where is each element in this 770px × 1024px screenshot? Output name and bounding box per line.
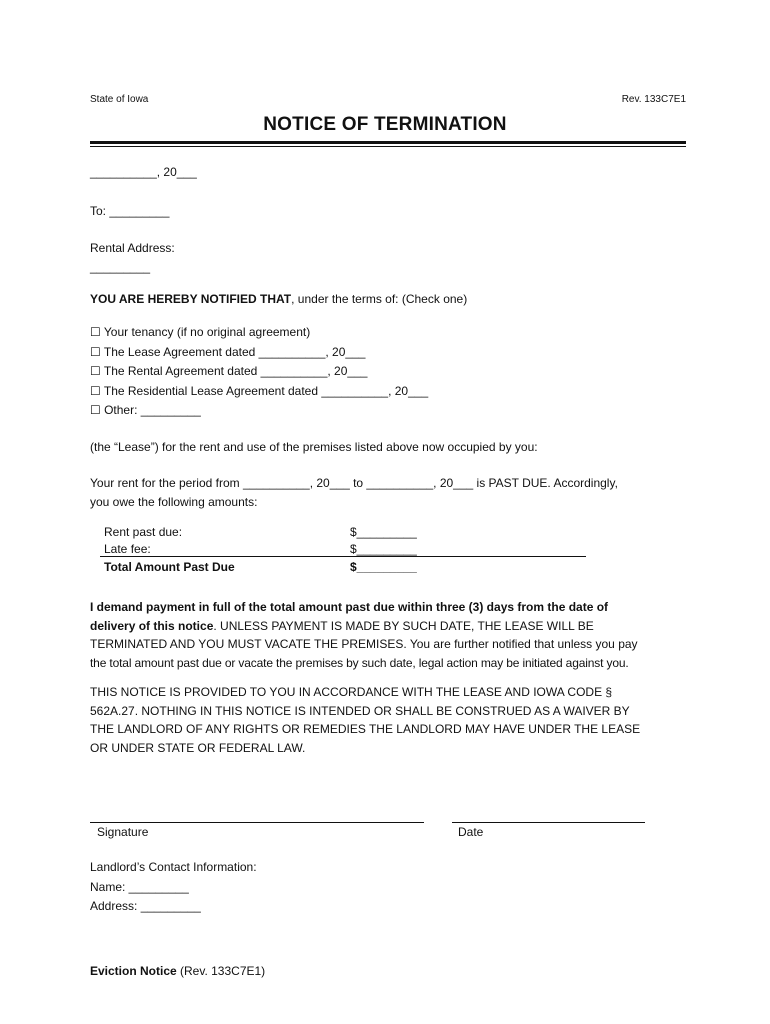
demand-rest-2: . UNLESS PAYMENT IS MADE BY SUCH DATE, THE LEASE WILL BE (213, 618, 594, 633)
amount-label: Rent past due: (104, 525, 183, 539)
title-rule-thick (90, 141, 686, 144)
legal-line-2: 562A.27. NOTHING IN THIS NOTICE IS INTENDED OR SHALL BE CONSTRUED AS A WAIVER BY (90, 703, 630, 718)
legal-line-3: THE LANDLORD OF ANY RIGHTS OR REMEDIES THE LANDLORD MAY HAVE UNDER THE LEASE (90, 722, 641, 737)
amount-value: $_________ (350, 525, 417, 539)
date-line-signature[interactable] (452, 822, 645, 823)
amount-row-rent (104, 525, 434, 543)
date-line: __________, 20___ (90, 165, 197, 179)
footer-rest: (Rev. 133C7E1) (176, 964, 266, 978)
amount-label: Late fee: (104, 542, 151, 556)
rent-period-line1: Your rent for the period from __________, 20___ to __________, 20___ is PAST DUE. Accordingly, (90, 476, 618, 490)
to-line: To: _________ (90, 204, 170, 218)
notified-bold: YOU ARE HEREBY NOTIFIED THAT (90, 292, 292, 306)
amount-row-total (104, 560, 434, 578)
legal-line-1: THIS NOTICE IS PROVIDED TO YOU IN ACCORDANCE WITH THE LEASE AND IOWA CODE § (90, 685, 613, 699)
demand-bold-2: delivery of this notice (90, 618, 214, 633)
contact-address: Address: _________ (90, 899, 201, 913)
rent-period (90, 474, 618, 511)
revision-label: Rev. 133C7E1 (621, 94, 686, 105)
footer (90, 964, 265, 978)
rent-period-line2: you owe the following amounts: (90, 494, 258, 509)
option-residential-lease[interactable]: ☐ The Residential Lease Agreement dated __________, 20___ (90, 383, 429, 398)
signature-line[interactable] (90, 822, 424, 823)
footer-bold: Eviction Notice (90, 964, 177, 978)
options-list (90, 323, 428, 421)
rental-address-label: Rental Address: (90, 241, 175, 255)
notified-rest: , under the terms of: (Check one) (291, 292, 468, 306)
lease-line: (the “Lease”) for the rent and use of the premises listed above now occupied by you: (90, 440, 538, 454)
page-title: NOTICE OF TERMINATION (263, 114, 507, 135)
demand-line-3: TERMINATED AND YOU MUST VACATE THE PREMISES. You are further notified that unless you pay (90, 637, 638, 652)
option-rental-agreement[interactable]: ☐ The Rental Agreement dated __________, 20___ (90, 364, 368, 378)
amount-rule (100, 556, 586, 557)
option-lease-agreement[interactable]: ☐ The Lease Agreement dated __________, 20___ (90, 344, 366, 359)
option-tenancy[interactable]: ☐ Your tenancy (if no original agreement) (90, 325, 311, 339)
option-other[interactable]: ☐ Other: _________ (90, 403, 201, 417)
date-label: Date (458, 825, 484, 839)
demand-line-4: the total amount past due or vacate the premises by such date, legal action may be initiated against you. (90, 655, 629, 670)
contact-heading: Landlord’s Contact Information: (90, 860, 257, 874)
state-label: State of Iowa (90, 94, 149, 105)
amount-value: $_________ (350, 560, 417, 574)
demand-bold-1: I demand payment in full of the total amount past due within three (3) days from the date of (90, 600, 609, 614)
amount-row-late-fee (104, 542, 434, 560)
title-rule-thin (90, 146, 686, 147)
legal-line-4: OR UNDER STATE OR FEDERAL LAW. (90, 740, 306, 755)
signature-label: Signature (97, 825, 149, 839)
legal-paragraph (90, 683, 686, 757)
rental-address-blank: _________ (90, 260, 151, 274)
contact-name: Name: _________ (90, 880, 189, 894)
amount-label: Total Amount Past Due (104, 560, 235, 574)
notified-line (90, 292, 467, 306)
amount-value: $_________ (350, 542, 417, 556)
demand-paragraph (90, 598, 686, 672)
